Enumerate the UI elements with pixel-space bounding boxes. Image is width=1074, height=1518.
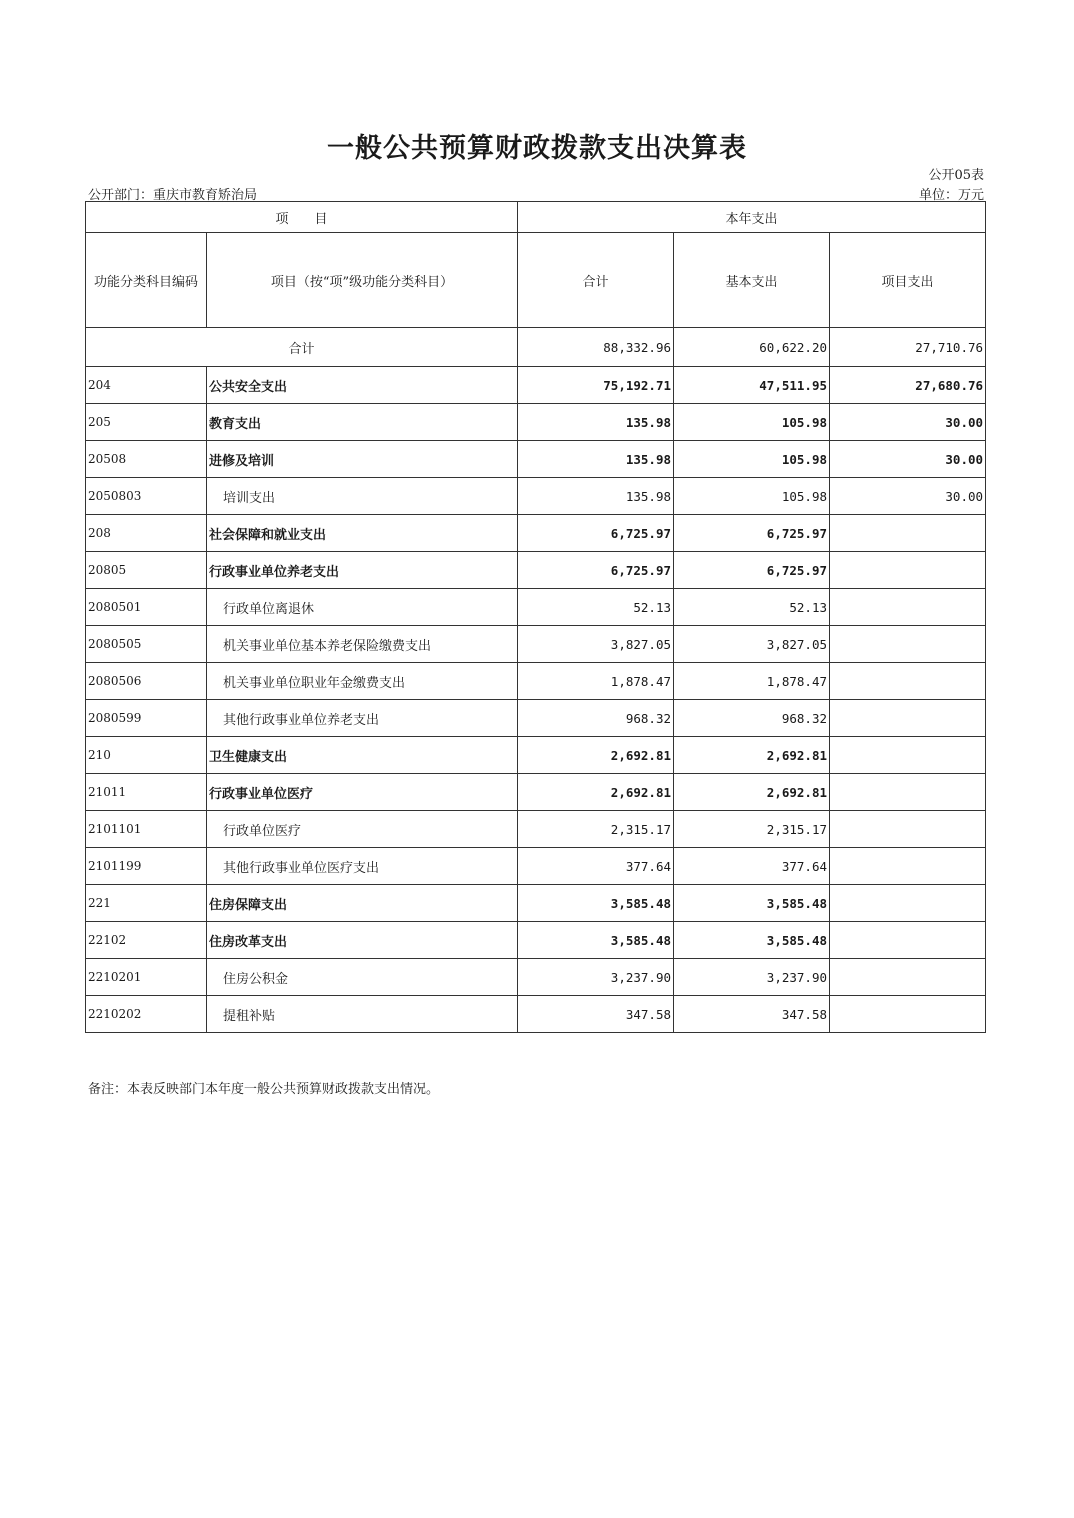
row-total: 135.98	[518, 441, 674, 478]
row-basic: 1,878.47	[674, 663, 830, 700]
row-total: 2,692.81	[518, 774, 674, 811]
table-row	[86, 367, 986, 404]
row-project	[830, 885, 986, 922]
row-code: 2080506	[86, 663, 207, 700]
row-name: 公共安全支出	[207, 367, 518, 404]
row-basic: 105.98	[674, 478, 830, 515]
row-total: 135.98	[518, 404, 674, 441]
table-row	[86, 441, 986, 478]
row-code: 2080599	[86, 700, 207, 737]
total-basic: 60,622.20	[674, 328, 830, 367]
row-total: 6,725.97	[518, 515, 674, 552]
table-row	[86, 515, 986, 552]
row-name: 卫生健康支出	[207, 737, 518, 774]
row-basic: 347.58	[674, 996, 830, 1033]
table-row	[86, 848, 986, 885]
row-total: 52.13	[518, 589, 674, 626]
row-name: 进修及培训	[207, 441, 518, 478]
row-project	[830, 848, 986, 885]
header-project: 项目支出	[830, 233, 986, 328]
row-project: 27,680.76	[830, 367, 986, 404]
header-row-top	[86, 202, 986, 233]
row-code: 208	[86, 515, 207, 552]
row-total: 377.64	[518, 848, 674, 885]
header-item: 项 目	[86, 202, 518, 233]
row-total: 2,315.17	[518, 811, 674, 848]
row-code: 2080501	[86, 589, 207, 626]
table-row	[86, 737, 986, 774]
row-project	[830, 626, 986, 663]
row-basic: 968.32	[674, 700, 830, 737]
expenditure-table	[85, 201, 986, 1033]
row-name: 培训支出	[207, 478, 518, 515]
row-basic: 6,725.97	[674, 552, 830, 589]
row-code: 22102	[86, 922, 207, 959]
table-row	[86, 404, 986, 441]
row-code: 205	[86, 404, 207, 441]
row-total: 2,692.81	[518, 737, 674, 774]
header-total: 合计	[518, 233, 674, 328]
table-row	[86, 959, 986, 996]
row-code: 204	[86, 367, 207, 404]
row-name: 提租补贴	[207, 996, 518, 1033]
row-total: 6,725.97	[518, 552, 674, 589]
row-total: 968.32	[518, 700, 674, 737]
row-total: 3,237.90	[518, 959, 674, 996]
page-title: 一般公共预算财政拨款支出决算表	[327, 133, 747, 164]
row-code: 210	[86, 737, 207, 774]
row-total: 3,827.05	[518, 626, 674, 663]
row-total: 1,878.47	[518, 663, 674, 700]
row-basic: 6,725.97	[674, 515, 830, 552]
row-name: 机关事业单位基本养老保险缴费支出	[207, 626, 518, 663]
row-project	[830, 737, 986, 774]
table-row	[86, 774, 986, 811]
row-basic: 3,237.90	[674, 959, 830, 996]
total-amount: 88,332.96	[518, 328, 674, 367]
row-code: 2210202	[86, 996, 207, 1033]
row-project	[830, 589, 986, 626]
header-code: 功能分类科目编码	[86, 233, 207, 328]
row-total: 3,585.48	[518, 922, 674, 959]
row-name: 其他行政事业单位医疗支出	[207, 848, 518, 885]
row-code: 2210201	[86, 959, 207, 996]
row-basic: 377.64	[674, 848, 830, 885]
row-code: 20805	[86, 552, 207, 589]
table-row	[86, 663, 986, 700]
row-name: 行政事业单位养老支出	[207, 552, 518, 589]
row-basic: 3,585.48	[674, 922, 830, 959]
total-row	[86, 328, 986, 367]
header-name: 项目（按“项”级功能分类科目）	[207, 233, 518, 328]
row-name: 住房保障支出	[207, 885, 518, 922]
row-basic: 2,692.81	[674, 774, 830, 811]
row-code: 221	[86, 885, 207, 922]
row-project	[830, 663, 986, 700]
row-name: 行政单位离退休	[207, 589, 518, 626]
table-row	[86, 885, 986, 922]
row-basic: 3,585.48	[674, 885, 830, 922]
total-label: 合计	[86, 328, 518, 367]
row-basic: 52.13	[674, 589, 830, 626]
row-basic: 105.98	[674, 404, 830, 441]
row-name: 教育支出	[207, 404, 518, 441]
row-project: 30.00	[830, 404, 986, 441]
row-project: 30.00	[830, 478, 986, 515]
table-row	[86, 811, 986, 848]
row-project	[830, 959, 986, 996]
row-code: 2080505	[86, 626, 207, 663]
row-project: 30.00	[830, 441, 986, 478]
row-basic: 105.98	[674, 441, 830, 478]
row-project	[830, 996, 986, 1033]
department-label: 公开部门：重庆市教育矫治局	[88, 188, 258, 203]
header-current-year: 本年支出	[518, 202, 986, 233]
row-basic: 3,827.05	[674, 626, 830, 663]
table-row	[86, 552, 986, 589]
table-row	[86, 700, 986, 737]
header-row-sub	[86, 233, 986, 328]
row-name: 住房改革支出	[207, 922, 518, 959]
row-name: 其他行政事业单位养老支出	[207, 700, 518, 737]
table-row	[86, 626, 986, 663]
row-name: 行政事业单位医疗	[207, 774, 518, 811]
row-total: 135.98	[518, 478, 674, 515]
row-code: 20508	[86, 441, 207, 478]
row-project	[830, 811, 986, 848]
header-basic: 基本支出	[674, 233, 830, 328]
row-name: 社会保障和就业支出	[207, 515, 518, 552]
row-total: 3,585.48	[518, 885, 674, 922]
row-project	[830, 774, 986, 811]
form-number: 公开05表	[928, 168, 984, 183]
row-project	[830, 552, 986, 589]
total-project: 27,710.76	[830, 328, 986, 367]
table-row	[86, 589, 986, 626]
footnote: 备注：本表反映部门本年度一般公共预算财政拨款支出情况。	[88, 1082, 440, 1097]
row-project	[830, 515, 986, 552]
row-basic: 47,511.95	[674, 367, 830, 404]
row-basic: 2,692.81	[674, 737, 830, 774]
row-name: 机关事业单位职业年金缴费支出	[207, 663, 518, 700]
row-code: 2101101	[86, 811, 207, 848]
row-name: 住房公积金	[207, 959, 518, 996]
table-row	[86, 996, 986, 1033]
row-name: 行政单位医疗	[207, 811, 518, 848]
row-total: 75,192.71	[518, 367, 674, 404]
row-code: 2101199	[86, 848, 207, 885]
row-code: 2050803	[86, 478, 207, 515]
row-project	[830, 700, 986, 737]
unit-label: 单位：万元	[918, 188, 984, 203]
row-project	[830, 922, 986, 959]
row-total: 347.58	[518, 996, 674, 1033]
row-basic: 2,315.17	[674, 811, 830, 848]
row-code: 21011	[86, 774, 207, 811]
table-row	[86, 478, 986, 515]
table-row	[86, 922, 986, 959]
